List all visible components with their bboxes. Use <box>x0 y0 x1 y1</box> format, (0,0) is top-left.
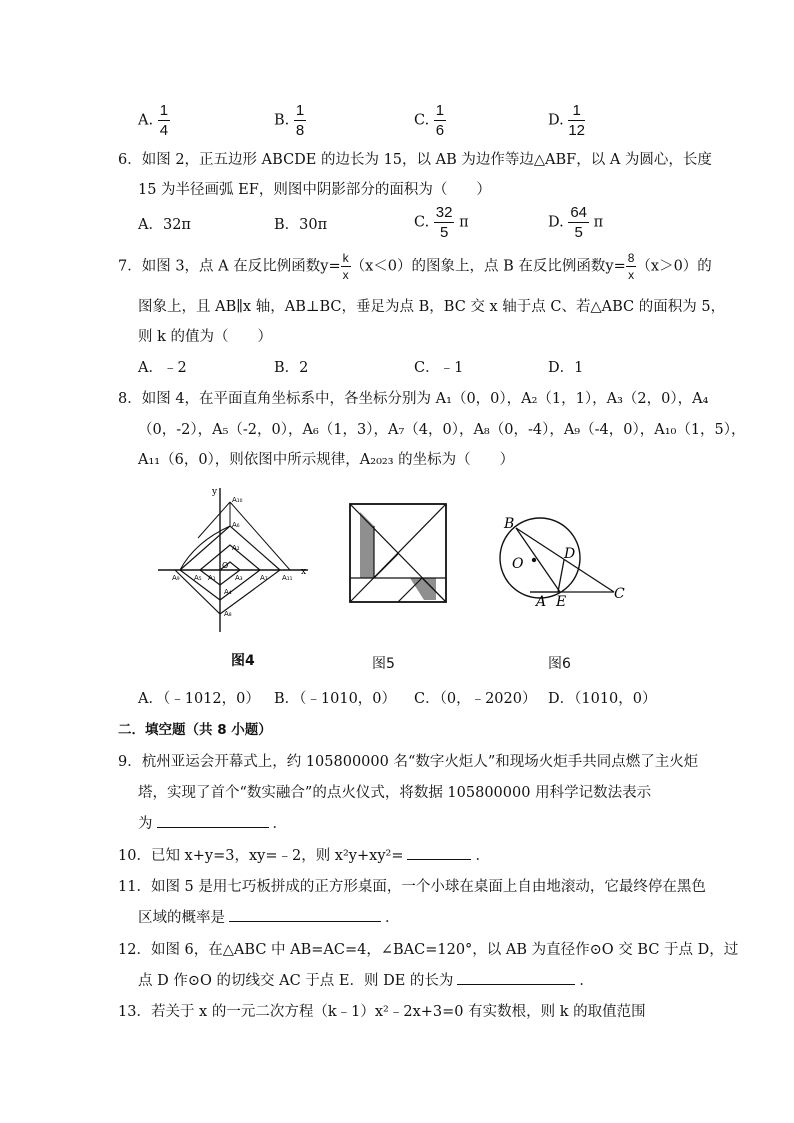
q8-line3: A₁₁（6，0），则依图中所示规律，A₂₀₂₃ 的坐标为（ ） <box>138 452 515 468</box>
q10-line: 10．已知 x+y=3，xy=﹣2，则 x²y+xy²= ． <box>118 848 490 864</box>
q6-option-b: B．30π <box>274 217 328 233</box>
q10-answer-blank[interactable] <box>407 858 471 860</box>
q6-option-c: C. $\frac{32}{5}$ π <box>414 204 469 241</box>
fig4-x-label: x <box>301 567 307 577</box>
fig4-a10-label: A₁₀ <box>232 496 243 504</box>
q6-option-d: D. $\frac{64}{5}$ π <box>548 204 604 241</box>
q7-option-b: B．2 <box>274 360 309 376</box>
q5-option-d: D. $\frac{1}{12}$ <box>548 102 586 139</box>
q8-line1: 8．如图 4，在平面直角坐标系中，各坐标分别为 A₁（0，0），A₂（1，1），A₃（2，0），A₄ <box>118 391 709 407</box>
fig6-o-label: O <box>512 556 524 572</box>
q11-line1: 11．如图 5 是用七巧板拼成的正方形桌面，一个小球在桌面上自由地滚动，它最终停在黑色 <box>118 879 706 895</box>
fig4-caption: 图4 <box>231 653 255 669</box>
section-2-title: 二．填空题（共 8 小题） <box>118 722 272 738</box>
q5-option-a: A. $\frac{1}{4}$ <box>138 102 169 139</box>
q6-line2: 15 为半径画弧 EF，则图中阴影部分的面积为（ ） <box>138 182 491 198</box>
q12-line1: 12．如图 6，在△ABC 中 AB=AC=4，∠BAC=120°，以 AB 为直径作⊙O 交 BC 于点 D，过 <box>118 942 739 958</box>
fig4-y-label: y <box>212 487 218 497</box>
fig6-c-label: C <box>614 586 625 602</box>
q5-option-c: C. $\frac{1}{6}$ <box>414 102 445 139</box>
q7-line1: 7．如图 3，点 A 在反比例函数y= $\frac{k}{x}$ （x＜0）的图象上，点 B 在反比例函数y= $\frac{8}{x}$ （x＞0）的 <box>118 251 712 282</box>
q11-line2: 区域的概率是 ． <box>138 910 400 926</box>
fig4-a2-label: A₂ <box>232 544 240 552</box>
fig4-a8-label: A₈ <box>224 610 232 618</box>
fig6-b-label: B <box>504 516 515 532</box>
figure-5 <box>348 502 450 606</box>
q9-line2: 塔，实现了首个“数实融合”的点火仪式，将数据 105800000 用科学记数法表示 <box>138 785 652 801</box>
q9-answer-blank[interactable] <box>157 826 269 828</box>
figure-6 <box>488 508 638 613</box>
q5-option-b: B. $\frac{1}{8}$ <box>274 102 305 139</box>
fig4-origin-label: O <box>222 561 229 570</box>
q8-option-a: A．（﹣1012，0） <box>138 691 260 707</box>
q12-answer-blank[interactable] <box>457 983 575 985</box>
q13-line1: 13．若关于 x 的一元二次方程（k﹣1）x²﹣2x+3=0 有实数根，则 k 的取值范围 <box>118 1004 646 1020</box>
fig6-caption: 图6 <box>548 656 571 672</box>
fig4-a11-label: A₁₁ <box>282 574 293 582</box>
fig4-a4-label: A₄ <box>224 588 232 596</box>
fig6-a-label: A <box>536 594 547 610</box>
q8-option-c: C．（0，﹣2020） <box>414 691 537 707</box>
figure-4 <box>150 482 320 637</box>
q8-option-d: D．（1010，0） <box>548 691 657 707</box>
q11-answer-blank[interactable] <box>229 920 381 922</box>
q8-option-b: B．（﹣1010，0） <box>274 691 397 707</box>
fig4-a1-label: A₁ <box>208 574 216 582</box>
fig4-a7-label: A₇ <box>260 574 268 582</box>
q7-option-c: C．﹣1 <box>414 360 464 376</box>
fig6-d-label: D <box>564 546 576 562</box>
fig4-a6-label: A₆ <box>232 521 240 529</box>
fig4-a3-label: A₃ <box>235 574 243 582</box>
fig4-a5-label: A₅ <box>194 574 202 582</box>
q7-line3: 则 k 的值为（ ） <box>138 329 273 345</box>
fig4-a9-label: A₉ <box>172 574 180 582</box>
q7-option-d: D．1 <box>548 360 584 376</box>
q7-option-a: A．﹣2 <box>138 360 187 376</box>
q12-line2: 点 D 作⊙O 的切线交 AC 于点 E．则 DE 的长为 ． <box>138 973 594 989</box>
q6-option-a: A．32π <box>138 217 191 233</box>
q8-line2: （0，-2），A₅（-2，0），A₆（1，3），A₇（4，0），A₈（0，-4），A₉（-4，0），A₁₀（1，5）， <box>138 422 746 438</box>
fig5-caption: 图5 <box>372 656 395 672</box>
q6-line1: 6．如图 2，正五边形 ABCDE 的边长为 15，以 AB 为边作等边△ABF，以 A 为圆心，长度 <box>118 152 712 168</box>
q9-line1: 9．杭州亚运会开幕式上，约 105800000 名“数字火炬人”和现场火炬手共同点燃了主火炬 <box>118 754 699 770</box>
q9-line3: 为 ． <box>138 816 287 832</box>
fig6-e-label: E <box>556 594 567 610</box>
q7-line2: 图象上，且 AB∥x 轴，AB⊥BC，垂足为点 B，BC 交 x 轴于点 C、若△ABC 的面积为 5， <box>138 299 726 315</box>
